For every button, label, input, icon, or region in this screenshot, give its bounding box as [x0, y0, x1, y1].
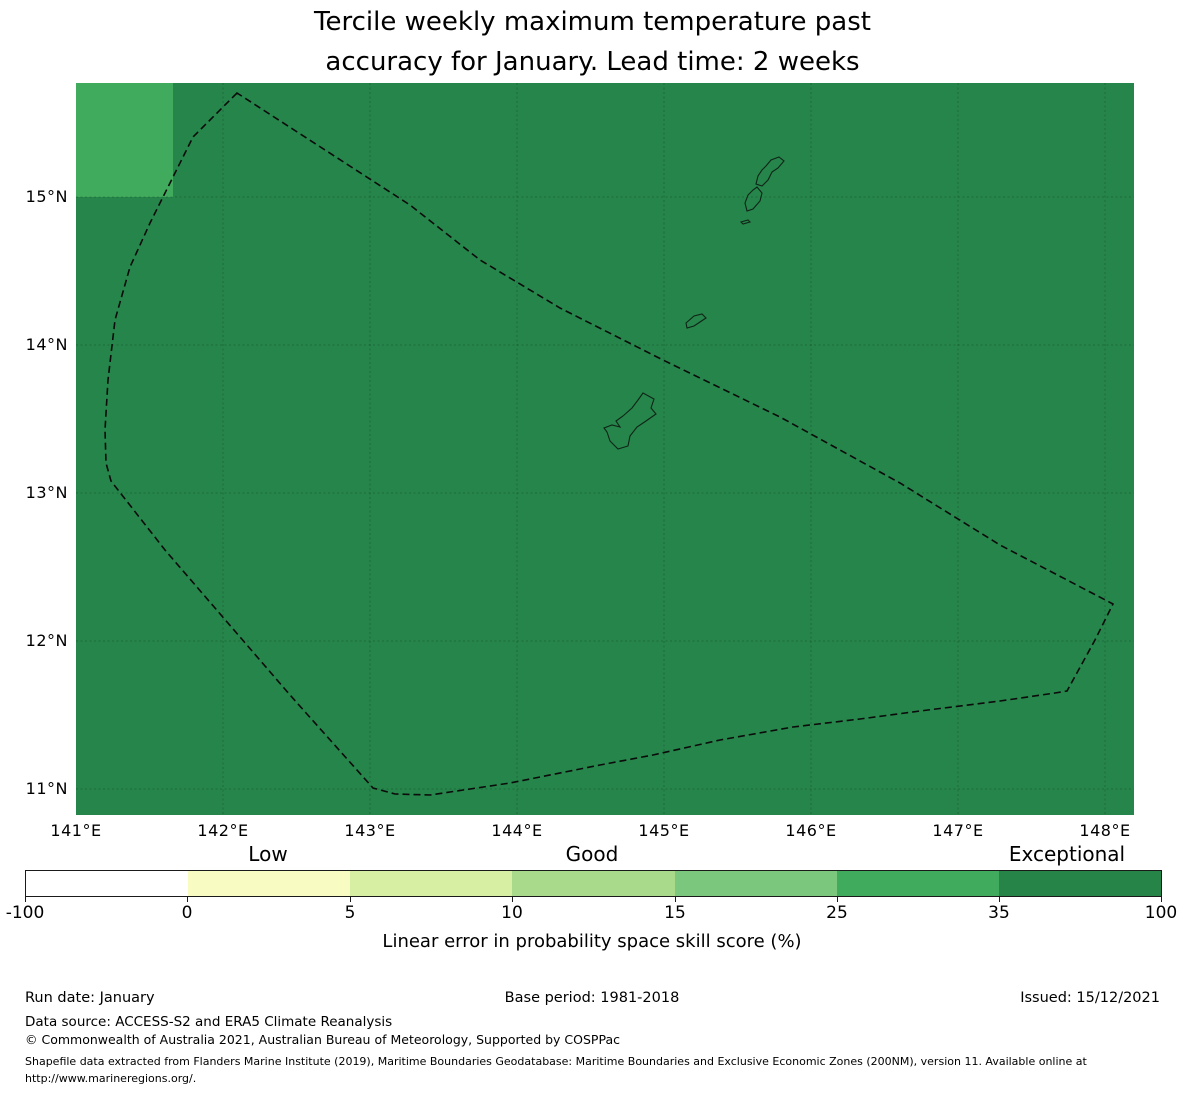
highlight-cell	[76, 83, 173, 197]
colorbar-tickmark	[512, 897, 513, 902]
footer-copyright: © Commonwealth of Australia 2021, Australian Bureau of Meteorology, Supported by COSPPac	[25, 1032, 620, 1047]
x-axis-tick-label: 144°E	[491, 821, 543, 840]
x-axis-tick-label: 142°E	[197, 821, 249, 840]
colorbar-tick-label: 0	[181, 903, 193, 923]
y-axis-tick-label: 11°N	[25, 779, 68, 799]
x-axis-tick-label: 148°E	[1079, 821, 1131, 840]
colorbar-tick-label: 15	[664, 903, 686, 923]
footer-run-date: Run date: January	[25, 990, 155, 1006]
x-axis-tick-label: 145°E	[638, 821, 690, 840]
colorbar-tick-label: 5	[344, 903, 356, 923]
colorbar-segment	[188, 871, 350, 896]
colorbar-tick-label: 100	[1144, 903, 1178, 923]
colorbar-tickmark	[999, 897, 1000, 902]
colorbar-tick-label: -100	[5, 903, 45, 923]
colorbar-tickmark	[675, 897, 676, 902]
colorbar-tick-label: 25	[826, 903, 848, 923]
title-line-1: Tercile weekly maximum temperature past	[314, 7, 871, 37]
colorbar-tickmark	[187, 897, 188, 902]
colorbar-tick-label: 10	[501, 903, 523, 923]
footer-shapefile-note: Shapefile data extracted from Flanders Marine Institute (2019), Maritime Boundaries Geodatabase: Maritime Boundaries and Exclusive Economic Zones (200NM), version 11. Available online at http://www.marineregions.org/.	[25, 1055, 1087, 1085]
colorbar-category-label-good: Good	[565, 842, 619, 866]
colorbar-tickmark	[837, 897, 838, 902]
map-plot	[76, 83, 1134, 815]
y-axis-tick-label: 14°N	[25, 335, 68, 355]
colorbar-category-label-exceptional: Exceptional	[1008, 842, 1126, 866]
title-line-2: accuracy for January. Lead time: 2 weeks	[325, 47, 860, 77]
page-title	[0, 2, 1185, 82]
y-axis-tick-label: 12°N	[25, 631, 68, 651]
map-canvas	[76, 83, 1134, 815]
colorbar-segment	[350, 871, 512, 896]
y-axis-tick-label: 13°N	[25, 483, 68, 503]
guam-island-outline	[604, 393, 656, 449]
rota-island-outline	[686, 314, 706, 328]
colorbar-tickmark	[1161, 897, 1162, 902]
colorbar-axis-label: Linear error in probability space skill score (%)	[382, 931, 802, 952]
aguijan-island-outline	[741, 220, 750, 224]
colorbar-tickmark	[350, 897, 351, 902]
colorbar-tick-label: 35	[988, 903, 1010, 923]
eez-boundary-line	[105, 93, 1113, 795]
colorbar-segment	[837, 871, 999, 896]
y-axis-tick-label: 15°N	[25, 187, 68, 207]
footer-issued: Issued: 15/12/2021	[1020, 990, 1160, 1006]
colorbar-segment	[999, 871, 1161, 896]
colorbar-segment	[512, 871, 674, 896]
x-axis-tick-label: 146°E	[785, 821, 837, 840]
colorbar-segment	[675, 871, 837, 896]
map-gridlines	[76, 83, 1134, 815]
footer-base-period: Base period: 1981-2018	[504, 990, 680, 1006]
x-axis-tick-label: 143°E	[344, 821, 396, 840]
tinian-island-outline	[745, 187, 762, 211]
footer-data-source: Data source: ACCESS-S2 and ERA5 Climate Reanalysis	[25, 1014, 393, 1030]
colorbar	[25, 870, 1162, 897]
saipan-island-outline	[756, 157, 784, 186]
colorbar-category-label-low: Low	[248, 842, 288, 866]
x-axis-tick-label: 141°E	[50, 821, 102, 840]
colorbar-segment	[26, 871, 188, 896]
x-axis-tick-label: 147°E	[932, 821, 984, 840]
colorbar-tickmark	[25, 897, 26, 902]
